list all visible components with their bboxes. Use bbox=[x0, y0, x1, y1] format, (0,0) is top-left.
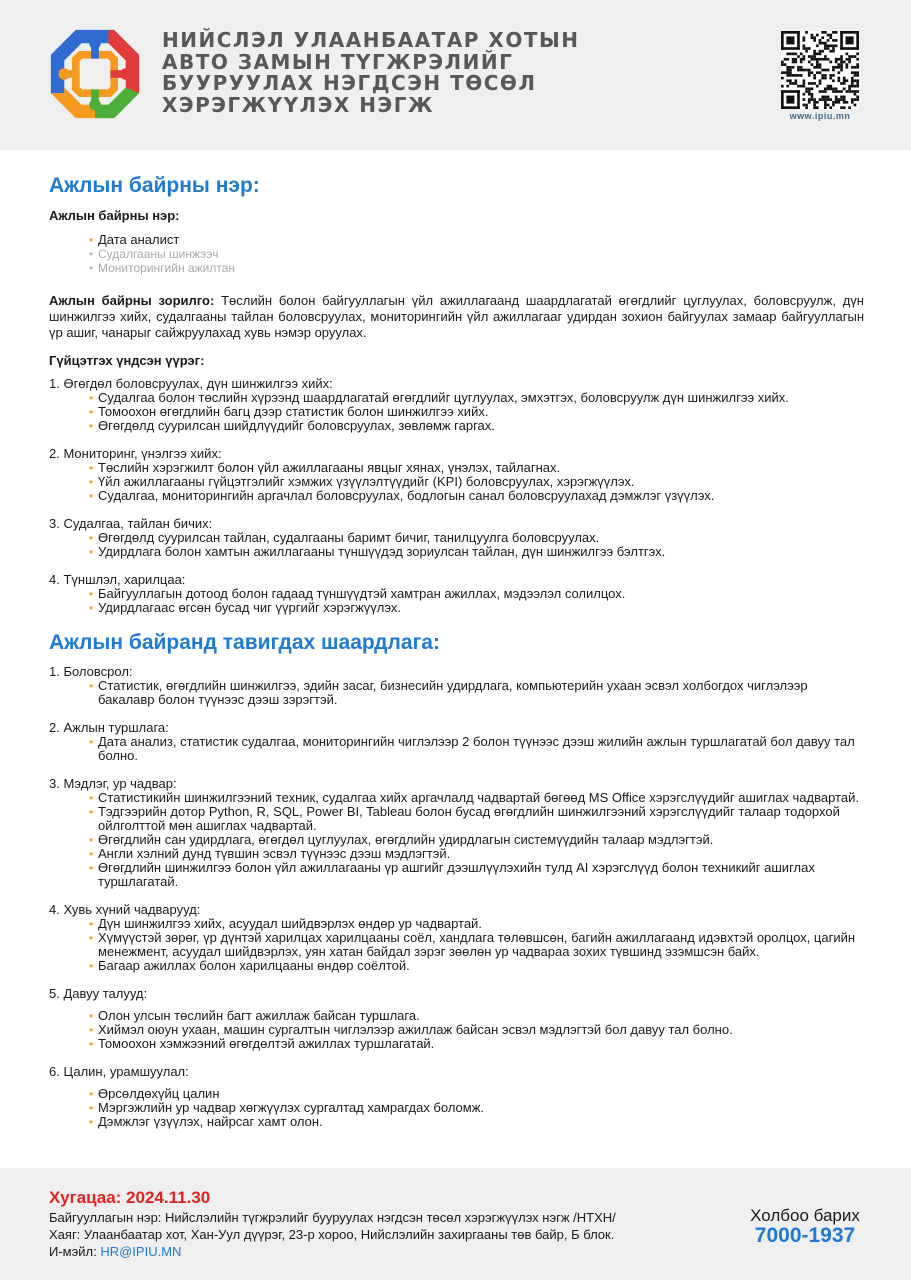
bullet-item: • Дата анализ, статистик судалгаа, мониторингийн чиглэлээр 2 болон түүнээс дээш жилийн ажлын туршлагатай бол давуу тал болно. bbox=[89, 735, 864, 763]
footer-org: Байгууллагын нэр: Нийслэлийн түгжрэлийг бууруулах нэгдсэн төсөл хэрэгжүүлэх нэгж /НТХН/ bbox=[49, 1210, 616, 1225]
footer-address: Хаяг: Улаанбаатар хот, Хан-Уул дүүрэг, 23-р хороо, Нийслэлийн захиргааны төв байр, Б блок. bbox=[49, 1227, 615, 1242]
website-link[interactable]: www.ipiu.mn bbox=[789, 111, 851, 121]
qr-code-icon bbox=[781, 31, 859, 109]
bullet-item: • Англи хэлний дунд түвшин эсвэл түүнээс дээш мэдлэгтэй. bbox=[89, 847, 864, 861]
bullet-item: • Тэдгээрийн дотор Python, R, SQL, Power BI, Tableau болон бусад өгөгдлийн шинжилгээний хэрэгслүүдийг талаар тодорхой ойлголттой мөн ашиглах чадвартай. bbox=[89, 805, 864, 833]
job-name-label: Ажлын байрны нэр: bbox=[49, 208, 180, 223]
bullet-item: • Өгөгдөлд суурилсан шийдлүүдийг боловсруулах, зөвлөмж гаргах. bbox=[89, 419, 864, 433]
organization-name bbox=[162, 30, 582, 116]
job-purpose-text: Төслийн болон байгууллагын үйл ажиллагаанд шаардлагатай өгөгдлийг цуглуулах, боловсруулж, дүн шинжилгээ хийх, судалгааны тайлан боловсруулах, мониторингийн үйл ажиллагааг удирдан зохион байгуулах замаар байгууллагын үр ашиг, чанарыг сайжруулахад хувь нэмэр оруулах. bbox=[49, 293, 864, 340]
interlocking-rings-logo-icon bbox=[46, 26, 144, 122]
bullet-item: • Хүмүүстэй зөрөг, үр дүнтэй харилцах харилцааны соёл, хандлага төлөвшсөн, багийн ажиллагаанд идэвхтэй оролцох, цагийн менежмент, асуудал шийдвэрлэх, уян хатан байдал зэрэг зөөлөн ур чадвараа зохих түвшинд эзэмшсэн байх. bbox=[89, 931, 864, 959]
bullet-item: • Томоохон хэмжээний өгөгдөлтэй ажиллах туршлагатай. bbox=[89, 1037, 864, 1051]
numbered-section bbox=[49, 903, 864, 973]
position-list bbox=[89, 233, 864, 275]
numbered-section bbox=[49, 1065, 864, 1129]
footer-email-line bbox=[49, 1244, 181, 1259]
header bbox=[0, 0, 911, 150]
numbered-section bbox=[49, 377, 864, 433]
numbered-section bbox=[49, 987, 864, 1051]
numbered-section bbox=[49, 517, 864, 559]
numbered-section-title: 4. Хувь хүний чадварууд: bbox=[49, 902, 201, 917]
bullet-list bbox=[89, 791, 864, 889]
numbered-section bbox=[49, 573, 864, 615]
bullet-item: • Статистик, өгөгдлийн шинжилгээ, эдийн засаг, бизнесийн удирдлага, компьютерийн ухаан эсвэл холбогдох чиглэлээр бакалавр болон түүнээс дээш зэрэгтэй. bbox=[89, 679, 864, 707]
email-label: И-мэйл: bbox=[49, 1244, 101, 1259]
bullet-item: • Байгууллагын дотоод болон гадаад түншүүдтэй хамтран ажиллах, мэдээлэл солилцох. bbox=[89, 587, 864, 601]
numbered-section bbox=[49, 721, 864, 763]
bullet-item: • Судалгаа, мониторингийн аргачлал боловсруулах, бодлогын санал боловсруулахад дэмжлэг үзүүлэх. bbox=[89, 489, 864, 503]
requirements-list bbox=[49, 665, 864, 1129]
bullet-list bbox=[89, 917, 864, 973]
bullet-item: • Мэргэжлийн ур чадвар хөгжүүлэх сургалтад хамрагдах боломж. bbox=[89, 1101, 864, 1115]
bullet-item: • Багаар ажиллах болон харилцааны өндөр соёлтой. bbox=[89, 959, 864, 973]
org-name-line: БУУРУУЛАХ НЭГДСЭН ТӨСӨЛ bbox=[162, 71, 537, 95]
numbered-section-title: 3. Мэдлэг, ур чадвар: bbox=[49, 776, 177, 791]
bullet-list bbox=[89, 587, 864, 615]
numbered-section-title: 3. Судалгаа, тайлан бичих: bbox=[49, 516, 213, 531]
job-purpose-label: Ажлын байрны зорилго: bbox=[49, 293, 215, 308]
numbered-section-title: 1. Боловсрол: bbox=[49, 664, 133, 679]
duties-list bbox=[49, 377, 864, 615]
section-title-job-name: Ажлын байрны нэр: bbox=[49, 174, 260, 197]
section-title-requirements: Ажлын байранд тавигдах шаардлага: bbox=[49, 631, 440, 654]
email-link[interactable]: HR@IPIU.MN bbox=[100, 1244, 182, 1259]
bullet-list bbox=[89, 735, 864, 763]
numbered-section-title: 6. Цалин, урамшуулал: bbox=[49, 1064, 189, 1079]
numbered-section bbox=[49, 665, 864, 707]
duties-title: Гүйцэтгэх үндсэн үүрэг: bbox=[49, 353, 205, 368]
numbered-section bbox=[49, 447, 864, 503]
bullet-item: • Дүн шинжилгээ хийх, асуудал шийдвэрлэх өндөр ур чадвартай. bbox=[89, 917, 864, 931]
contact-label: Холбоо барих bbox=[750, 1206, 860, 1225]
org-name-line: АВТО ЗАМЫН ТҮГЖРЭЛИЙГ bbox=[162, 49, 514, 74]
bullet-item: • Олон улсын төслийн багт ажиллаж байсан туршлага. bbox=[89, 1009, 864, 1023]
bullet-list bbox=[89, 461, 864, 503]
numbered-section-title: 4. Түншлэл, харилцаа: bbox=[49, 572, 186, 587]
position-item: • Мониторингийн ажилтан bbox=[89, 261, 864, 275]
bullet-item: • Удирдлага болон хамтын ажиллагааны түншүүдэд зориулсан тайлан, дүн шинжилгээ бэлтгэх. bbox=[89, 545, 864, 559]
bullet-item: • Төслийн хэрэгжилт болон үйл ажиллагааны явцыг хянах, үнэлэх, тайлагнах. bbox=[89, 461, 864, 475]
bullet-item: • Өгөгдлийн сан удирдлага, өгөгдөл цуглуулах, өгөгдлийн удирдлагын системүүдийн талаар мэдлэгтэй. bbox=[89, 833, 864, 847]
bullet-item: • Үйл ажиллагааны гүйцэтгэлийг хэмжих үзүүлэлтүүдийг (KPI) боловсруулах, хэрэгжүүлэх. bbox=[89, 475, 864, 489]
numbered-section-title: 2. Мониторинг, үнэлгээ хийх: bbox=[49, 446, 222, 461]
bullet-list bbox=[89, 391, 864, 433]
bullet-item: • Удирдлагаас өгсөн бусад чиг үүргийг хэрэгжүүлэх. bbox=[89, 601, 864, 615]
bullet-item: • Статистикийн шинжилгээний техник, судалгаа хийх аргачлалд чадвартай бөгөөд MS Office хэрэгслүүдийг ашиглах чадвартай. bbox=[89, 791, 864, 805]
org-name-line: ХЭРЭГЖҮҮЛЭХ НЭГЖ bbox=[162, 92, 434, 117]
numbered-section-title: 1. Өгөгдөл боловсруулах, дүн шинжилгээ хийх: bbox=[49, 376, 333, 391]
numbered-section-title: 5. Давуу талууд: bbox=[49, 986, 148, 1001]
org-name-line: НИЙСЛЭЛ УЛААНБААТАР ХОТЫН bbox=[162, 28, 580, 52]
bullet-item: • Өрсөлдөхүйц цалин bbox=[89, 1087, 864, 1101]
bullet-item: • Дэмжлэг үзүүлэх, найрсаг хамт олон. bbox=[89, 1115, 864, 1129]
position-item: • Судалгааны шинжээч bbox=[89, 247, 864, 261]
bullet-item: • Судалгаа болон төслийн хүрээнд шаардлагатай өгөгдлийг цуглуулах, эмхэтгэх, боловсруулж дүн шинжилгээ хийх. bbox=[89, 391, 864, 405]
bullet-list bbox=[89, 1087, 864, 1129]
numbered-section bbox=[49, 777, 864, 889]
contact-phone[interactable]: 7000-1937 bbox=[754, 1224, 856, 1247]
bullet-list bbox=[89, 531, 864, 559]
position-item: • Дата аналист bbox=[89, 233, 864, 247]
bullet-list bbox=[89, 1009, 864, 1051]
bullet-list bbox=[89, 679, 864, 707]
main-content bbox=[49, 172, 864, 1143]
bullet-item: • Хиймэл оюун ухаан, машин сургалтын чиглэлээр ажиллаж байсан эсвэл мэдлэгтэй бол давуу тал болно. bbox=[89, 1023, 864, 1037]
numbered-section-title: 2. Ажлын туршлага: bbox=[49, 720, 169, 735]
deadline: Хугацаа: 2024.11.30 bbox=[49, 1188, 211, 1207]
job-purpose bbox=[49, 293, 864, 341]
bullet-item: • Өгөгдөлд суурилсан тайлан, судалгааны баримт бичиг, танилцуулга боловсруулах. bbox=[89, 531, 864, 545]
bullet-item: • Өгөгдлийн шинжилгээ болон үйл ажиллагааны үр ашгийг дээшлүүлэхийн тулд AI хэрэгслүүд болон техникийг ашиглах туршлагатай. bbox=[89, 861, 864, 889]
footer bbox=[0, 1168, 911, 1280]
bullet-item: • Томоохон өгөгдлийн багц дээр статистик болон шинжилгээ хийх. bbox=[89, 405, 864, 419]
